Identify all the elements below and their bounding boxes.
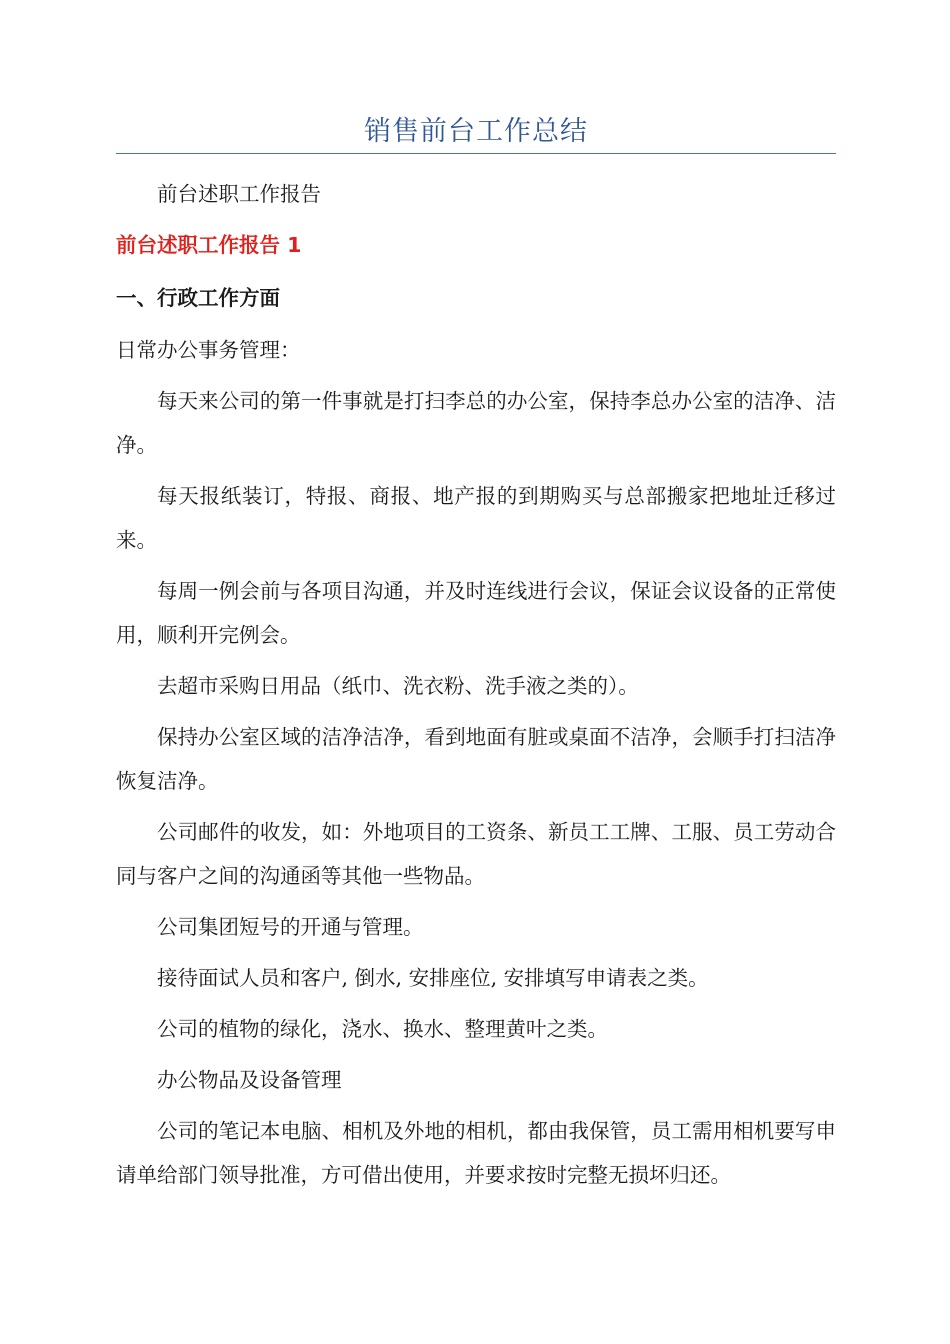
document-body	[116, 172, 836, 1204]
document-title: 销售前台工作总结	[364, 116, 588, 147]
body-paragraph: 每天报纸装订，特报、商报、地产报的到期购买与总部搬家把地址迁移过来。	[116, 484, 836, 552]
body-paragraph: 公司的笔记本电脑、相机及外地的相机，都由我保管，员工需用相机要写申请单给部门领导批准，方可借出使用，并要求按时完整无损坏归还。	[116, 1119, 836, 1187]
body-paragraph: 办公物品及设备管理	[157, 1068, 342, 1092]
section-heading: 一、行政工作方面	[116, 286, 280, 310]
body-paragraph: 公司邮件的收发，如：外地项目的工资条、新员工工牌、工服、员工劳动合同与客户之间的沟通函等其他一些物品。	[116, 820, 836, 888]
body-paragraph: 每周一例会前与各项目沟通，并及时连线进行会议，保证会议设备的正常使用，顺利开完例会。	[116, 579, 836, 647]
title-divider	[116, 153, 836, 154]
body-paragraph: 公司集团短号的开通与管理。	[157, 915, 424, 939]
daily-affairs-label: 日常办公事务管理：	[116, 338, 301, 362]
document-subtitle: 前台述职工作报告	[157, 182, 321, 206]
body-paragraph: 去超市采购日用品（纸巾、洗衣粉、洗手液之类的）。	[157, 674, 639, 698]
body-paragraph: 接待面试人员和客户, 倒水, 安排座位, 安排填写申请表之类。	[157, 966, 709, 990]
body-paragraph: 公司的植物的绿化，浇水、换水、整理黄叶之类。	[157, 1017, 608, 1041]
body-paragraph: 每天来公司的第一件事就是打扫李总的办公室，保持李总办公室的洁净、洁净。	[116, 389, 836, 457]
body-paragraph: 保持办公室区域的洁净洁净，看到地面有脏或桌面不洁净，会顺手打扫洁净恢复洁净。	[116, 725, 836, 793]
report-heading: 前台述职工作报告 1	[116, 233, 302, 257]
